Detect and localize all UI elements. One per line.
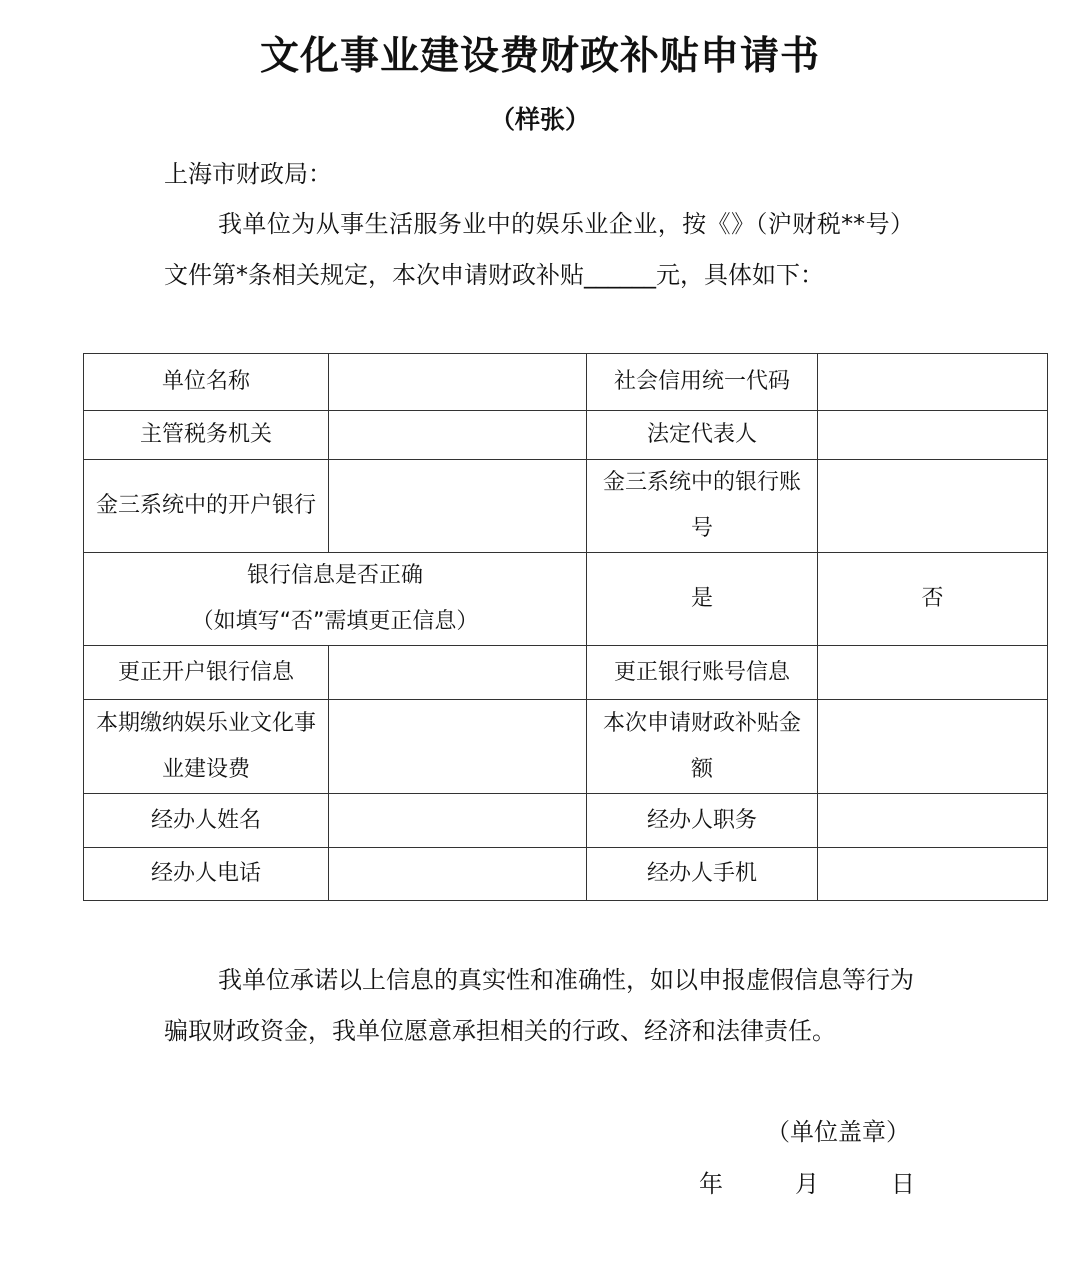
corrected-bank-label: 更正开户银行信息	[84, 646, 329, 700]
table-row	[84, 646, 1048, 700]
unit-name-label: 单位名称	[84, 354, 329, 411]
table-row	[84, 848, 1048, 901]
paid-fee-label: 本期缴纳娱乐业文化事业建设费	[84, 700, 329, 794]
table-row	[84, 354, 1048, 411]
subsidy-amount-field[interactable]	[818, 700, 1048, 794]
option-no[interactable]: 否	[818, 553, 1048, 646]
handler-position-field[interactable]	[818, 794, 1048, 848]
bank-info-question-line1: 银行信息是否正确	[246, 563, 423, 588]
tax-authority-field[interactable]	[329, 411, 587, 460]
table-row	[84, 794, 1048, 848]
table-row	[84, 553, 1048, 646]
date-year: 年	[699, 1170, 723, 1198]
table-row	[84, 700, 1048, 794]
paid-fee-field[interactable]	[329, 700, 587, 794]
corrected-account-label: 更正银行账号信息	[587, 646, 818, 700]
credit-code-label: 社会信用统一代码	[587, 354, 818, 411]
bank-info-correct-question	[84, 553, 587, 646]
bank-name-field[interactable]	[329, 460, 587, 553]
bank-account-label: 金三系统中的银行账号	[587, 460, 818, 553]
handler-position-label: 经办人职务	[587, 794, 818, 848]
tax-authority-label: 主管税务机关	[84, 411, 329, 460]
unit-name-field[interactable]	[329, 354, 587, 411]
legal-representative-label: 法定代表人	[587, 411, 818, 460]
corrected-bank-field[interactable]	[329, 646, 587, 700]
handler-mobile-field[interactable]	[818, 848, 1048, 901]
unit-stamp-label: （单位盖章）	[766, 1118, 910, 1146]
date-day: 日	[891, 1170, 915, 1198]
credit-code-field[interactable]	[818, 354, 1048, 411]
date-month: 月	[795, 1170, 819, 1198]
document-title: 文化事业建设费财政补贴申请书	[259, 34, 820, 79]
bank-name-label: 金三系统中的开户银行	[84, 460, 329, 553]
legal-representative-field[interactable]	[818, 411, 1048, 460]
document-subtitle: （样张）	[489, 105, 590, 134]
handler-phone-label: 经办人电话	[84, 848, 329, 901]
table-row	[84, 460, 1048, 553]
corrected-account-field[interactable]	[818, 646, 1048, 700]
promise-paragraph: 我单位承诺以上信息的真实性和准确性，如以申报虚假信息等行为骗取财政资金，我单位愿意承担相关的行政、经济和法律责任。	[164, 966, 914, 1045]
handler-mobile-label: 经办人手机	[587, 848, 818, 901]
handler-name-field[interactable]	[329, 794, 587, 848]
option-yes[interactable]: 是	[587, 553, 818, 646]
application-form-table	[83, 353, 1048, 901]
handler-name-label: 经办人姓名	[84, 794, 329, 848]
intro-paragraph: 我单位为从事生活服务业中的娱乐业企业，按《》（沪财税**号）文件第*条相关规定，本次申请财政补贴______元，具体如下：	[164, 210, 914, 289]
bank-account-field[interactable]	[818, 460, 1048, 553]
handler-phone-field[interactable]	[329, 848, 587, 901]
bank-info-question-line2: （如填写“否”需填更正信息）	[191, 609, 479, 634]
table-row	[84, 411, 1048, 460]
salutation: 上海市财政局：	[164, 160, 332, 188]
subsidy-amount-label: 本次申请财政补贴金额	[587, 700, 818, 794]
